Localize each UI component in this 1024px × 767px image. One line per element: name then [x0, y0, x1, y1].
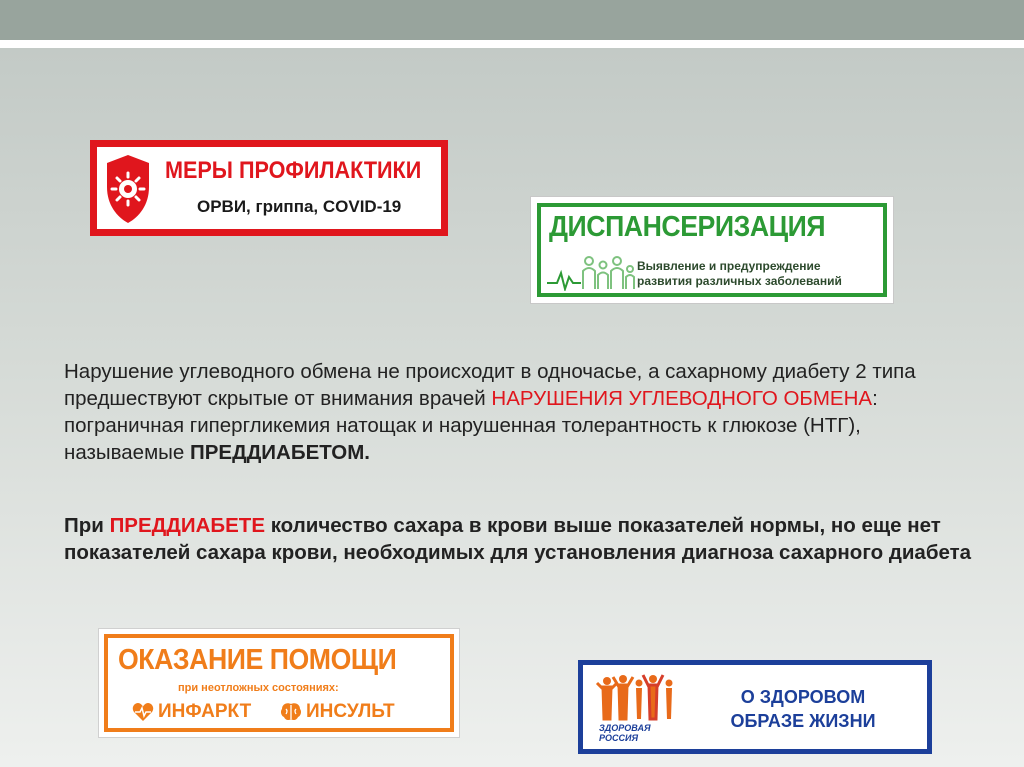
logo-line-1: ЗДОРОВАЯ [599, 723, 651, 733]
logo-line-2: РОССИЯ [599, 733, 639, 743]
heart-icon [132, 702, 154, 722]
screening-subtitle [637, 259, 842, 289]
p1-bold: ПРЕДДИАБЕТОМ. [190, 441, 370, 464]
screening-banner [530, 196, 894, 304]
healthy-russia-logo [595, 673, 679, 721]
p2-text-2: количество сахара в крови выше показателей нормы, но еще нет показателей сахара крови, необходимых для установления диагноза сахарного диабета [64, 514, 972, 564]
help-item-stroke: ИНСУЛЬТ [306, 701, 395, 722]
healthy-line-1: О ЗДОРОВОМ [740, 687, 866, 707]
prevention-banner [90, 140, 448, 236]
p2-highlight: ПРЕДДИАБЕТЕ [109, 514, 265, 537]
screening-line-2: развития различных заболеваний [637, 274, 842, 288]
healthy-title [683, 685, 923, 733]
help-title: ОКАЗАНИЕ ПОМОЩИ [118, 644, 397, 676]
prevention-title: МЕРЫ ПРОФИЛАКТИКИ [165, 157, 422, 184]
help-item-infarct: ИНФАРКТ [158, 701, 252, 722]
emergency-help-banner [98, 628, 460, 738]
prevention-subtitle: ОРВИ, гриппа, COVID-19 [197, 197, 402, 216]
p2-text-1: При [64, 514, 110, 537]
paragraph-prediabetes-intro [64, 358, 984, 466]
p1-text-1: Нарушение углеводного обмена не происходит в одночасье, а сахарному диабету 2 типа предшествуют скрытые от внимания врачей [64, 360, 916, 410]
brain-icon [280, 702, 302, 722]
paragraph-prediabetes-definition [64, 512, 984, 566]
top-bar [0, 0, 1024, 40]
help-subtitle: при неотложных состояниях: [178, 682, 339, 694]
p1-text-2: : пограничная гипергликемия натощак и нарушенная толерантность к глюкозе (НТГ), называемые [64, 387, 878, 464]
screening-title: ДИСПАНСЕРИЗАЦИЯ [549, 211, 826, 243]
family-icon [547, 253, 635, 291]
screening-line-1: Выявление и предупреждение [637, 259, 821, 273]
healthy-russia-logo-text [599, 723, 651, 743]
healthy-line-2: ОБРАЗЕ ЖИЗНИ [730, 711, 876, 731]
virus-shield-icon [105, 153, 151, 225]
p1-highlight: НАРУШЕНИЯ УГЛЕВОДНОГО ОБМЕНА [491, 387, 873, 410]
healthy-lifestyle-banner [578, 660, 932, 754]
